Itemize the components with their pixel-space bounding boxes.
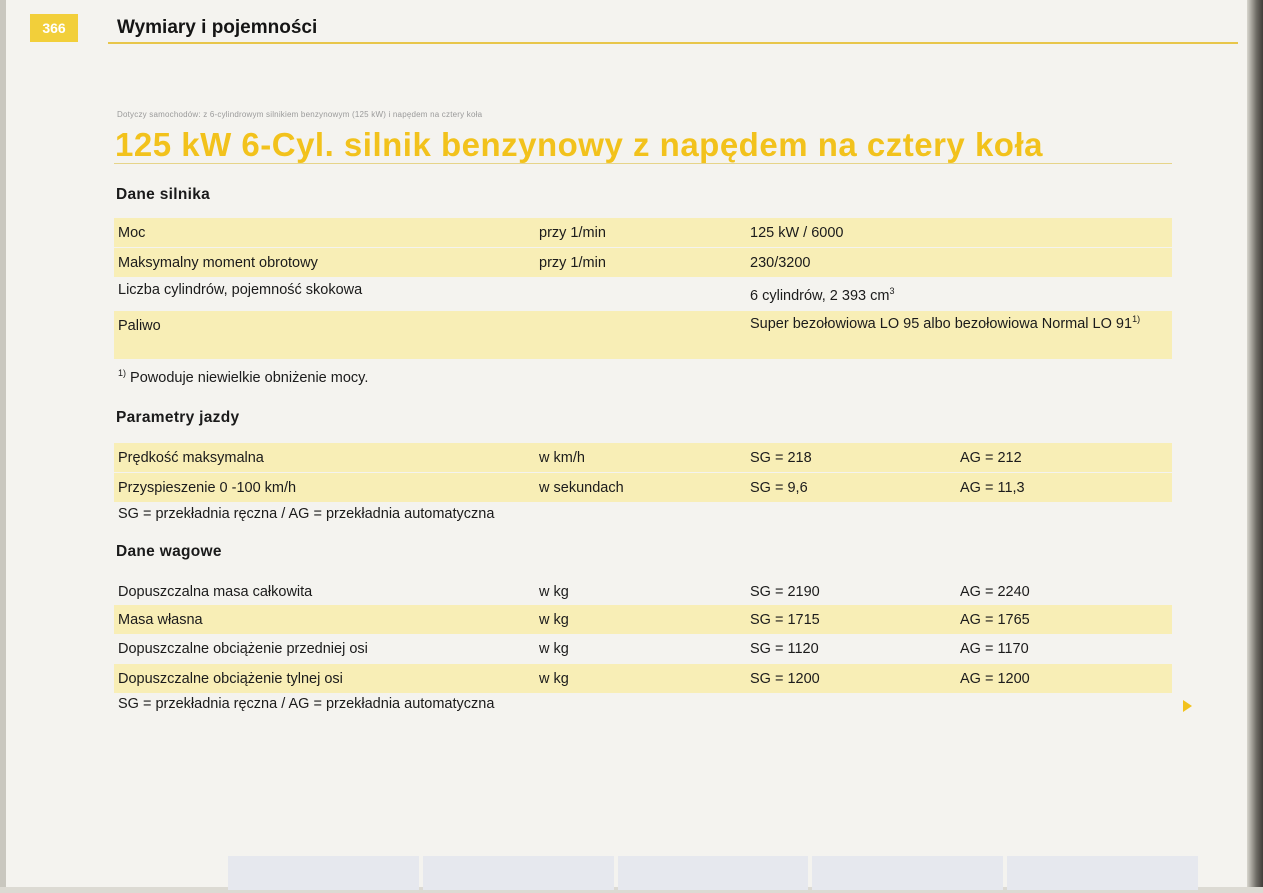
table-row <box>114 664 1172 693</box>
row-value: 125 kW / 6000 <box>750 225 844 241</box>
value-text: 6 cylindrów, 2 393 cm <box>750 288 890 304</box>
engine-heading: Dane silnika <box>116 186 211 203</box>
section-tab <box>618 856 809 890</box>
table-row <box>114 248 1172 277</box>
row-unit: w sekundach <box>539 480 624 496</box>
table-row <box>114 218 1172 247</box>
row-unit: przy 1/min <box>539 225 606 241</box>
section-tab <box>228 856 419 890</box>
footnote-text: Powoduje niewielkie obniżenie mocy. <box>130 370 369 386</box>
table-row <box>114 577 1172 606</box>
row-sg-value: SG = 218 <box>750 450 812 466</box>
row-label: Maksymalny moment obrotowy <box>118 255 318 271</box>
row-unit: w kg <box>539 671 569 687</box>
row-sg-value: SG = 2190 <box>750 584 820 600</box>
row-unit: przy 1/min <box>539 255 606 271</box>
continue-arrow-icon <box>1183 700 1192 712</box>
row-sg-value: SG = 1200 <box>750 671 820 687</box>
page-title: 125 kW 6-Cyl. silnik benzynowy z napędem na cztery koła <box>115 126 1043 163</box>
row-value <box>750 288 894 304</box>
section-tab <box>1007 856 1198 890</box>
context-line: Dotyczy samochodów: z 6-cylindrowym silnikiem benzynowym (125 kW) i napędem na cztery koła <box>117 110 483 119</box>
row-label: Przyspieszenie 0 -100 km/h <box>118 480 297 496</box>
transmission-note: SG = przekładnia ręczna / AG = przekładnia automatyczna <box>118 506 495 522</box>
row-value <box>750 313 1170 335</box>
section-tab <box>812 856 1003 890</box>
header-title: Wymiary i pojemności <box>117 17 318 38</box>
row-ag-value: AG = 212 <box>960 450 1022 466</box>
table-row <box>114 311 1172 359</box>
row-ag-value: AG = 1170 <box>960 641 1029 657</box>
row-sg-value: SG = 9,6 <box>750 480 808 496</box>
table-row <box>114 278 1172 310</box>
page-number: 366 <box>30 14 78 42</box>
weight-heading: Dane wagowe <box>116 543 222 560</box>
footnote-mark: 1) <box>118 368 127 379</box>
row-label: Masa własna <box>118 612 203 628</box>
row-unit: w kg <box>539 584 569 600</box>
bottom-section-tabs <box>228 856 1198 890</box>
row-sg-value: SG = 1120 <box>750 641 819 657</box>
row-label: Paliwo <box>118 318 161 334</box>
row-unit: w kg <box>539 612 569 628</box>
row-label: Prędkość maksymalna <box>118 450 264 466</box>
row-unit: w kg <box>539 641 569 657</box>
driving-heading: Parametry jazdy <box>116 409 240 426</box>
footnote <box>118 370 368 386</box>
row-label: Moc <box>118 225 146 241</box>
row-ag-value: AG = 2240 <box>960 584 1030 600</box>
row-value: 230/3200 <box>750 255 811 271</box>
table-row <box>114 634 1172 663</box>
page-edge-left <box>0 0 6 893</box>
section-tab <box>423 856 614 890</box>
table-row <box>114 473 1172 502</box>
row-ag-value: AG = 1765 <box>960 612 1030 628</box>
row-label: Liczba cylindrów, pojemność skokowa <box>118 282 363 298</box>
value-superscript: 3 <box>889 286 895 297</box>
transmission-note: SG = przekładnia ręczna / AG = przekładnia automatyczna <box>118 696 495 712</box>
row-ag-value: AG = 1200 <box>960 671 1030 687</box>
row-label: Dopuszczalne obciążenie przedniej osi <box>118 641 368 657</box>
row-label: Dopuszczalna masa całkowita <box>118 584 313 600</box>
value-text: Super bezołowiowa LO 95 albo bezołowiowa Normal LO 91 <box>750 316 1133 332</box>
title-rule <box>114 163 1172 164</box>
header-rule <box>108 42 1238 44</box>
table-row <box>114 443 1172 472</box>
row-ag-value: AG = 11,3 <box>960 480 1025 496</box>
page-binding-shadow <box>1247 0 1263 893</box>
footnote-ref: 1) <box>1132 314 1141 325</box>
table-row <box>114 605 1172 634</box>
row-unit: w km/h <box>539 450 585 466</box>
row-label: Dopuszczalne obciążenie tylnej osi <box>118 671 343 687</box>
row-sg-value: SG = 1715 <box>750 612 820 628</box>
